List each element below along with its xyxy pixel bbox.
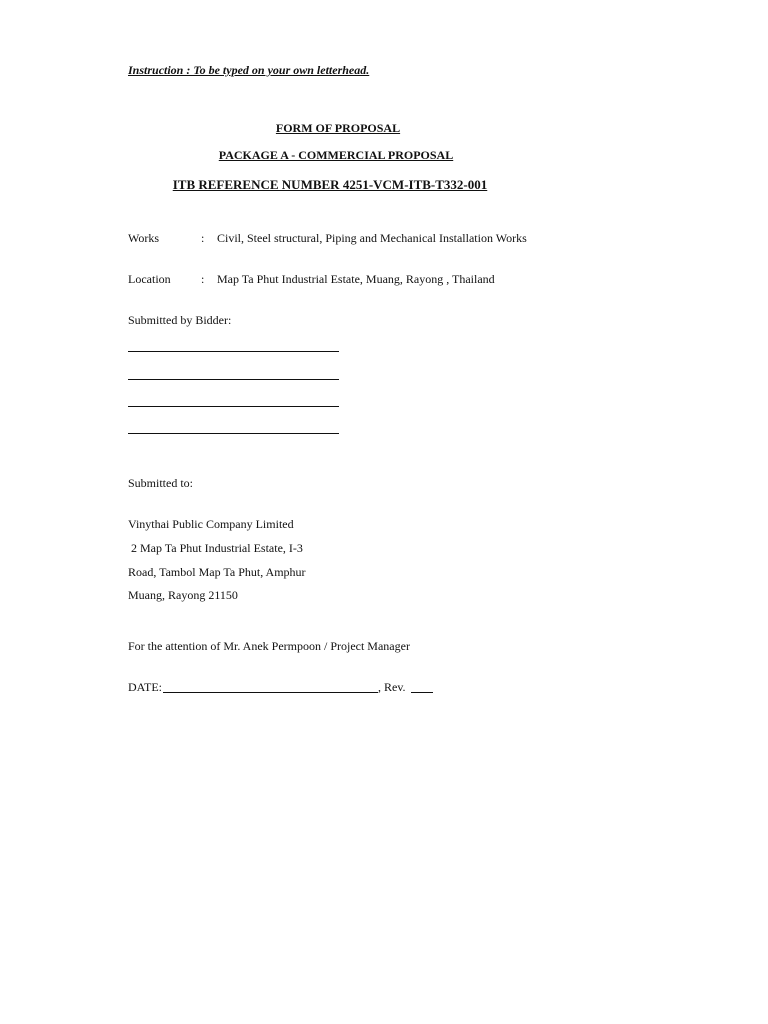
bidder-blank-line-1[interactable] [128, 351, 339, 352]
submitted-to-label: Submitted to: [128, 476, 194, 490]
location-value: Map Ta Phut Industrial Estate, Muang, Rayong , Thailand [217, 272, 495, 286]
attention-line: For the attention of Mr. Anek Permpoon / Project Manager [128, 639, 410, 653]
date-blank-line[interactable] [163, 692, 378, 693]
package-title: PACKAGE A - COMMERCIAL PROPOSAL [218, 148, 454, 162]
location-colon: : [201, 272, 205, 286]
bidder-blank-line-3[interactable] [128, 406, 339, 407]
recipient-address-line-1: 2 Map Ta Phut Industrial Estate, I-3 [128, 541, 303, 555]
instruction-note: Instruction : To be typed on your own letterhead. [128, 63, 370, 77]
rev-blank-line[interactable] [411, 692, 433, 693]
works-label: Works [128, 231, 160, 245]
recipient-address-line-2: Road, Tambol Map Ta Phut, Amphur [128, 565, 306, 579]
date-label: DATE: [128, 680, 162, 694]
submitted-by-label: Submitted by Bidder: [128, 313, 232, 327]
recipient-address-line-3: Muang, Rayong 21150 [128, 588, 238, 602]
bidder-blank-line-4[interactable] [128, 433, 339, 434]
itb-reference: ITB REFERENCE NUMBER 4251-VCM-ITB-T332-001 [172, 177, 488, 192]
recipient-company: Vinythai Public Company Limited [128, 517, 294, 531]
form-title: FORM OF PROPOSAL [275, 121, 401, 135]
rev-label: , Rev. [378, 680, 406, 694]
works-colon: : [201, 231, 205, 245]
location-label: Location [128, 272, 171, 286]
works-value: Civil, Steel structural, Piping and Mechanical Installation Works [217, 231, 527, 245]
bidder-blank-line-2[interactable] [128, 379, 339, 380]
